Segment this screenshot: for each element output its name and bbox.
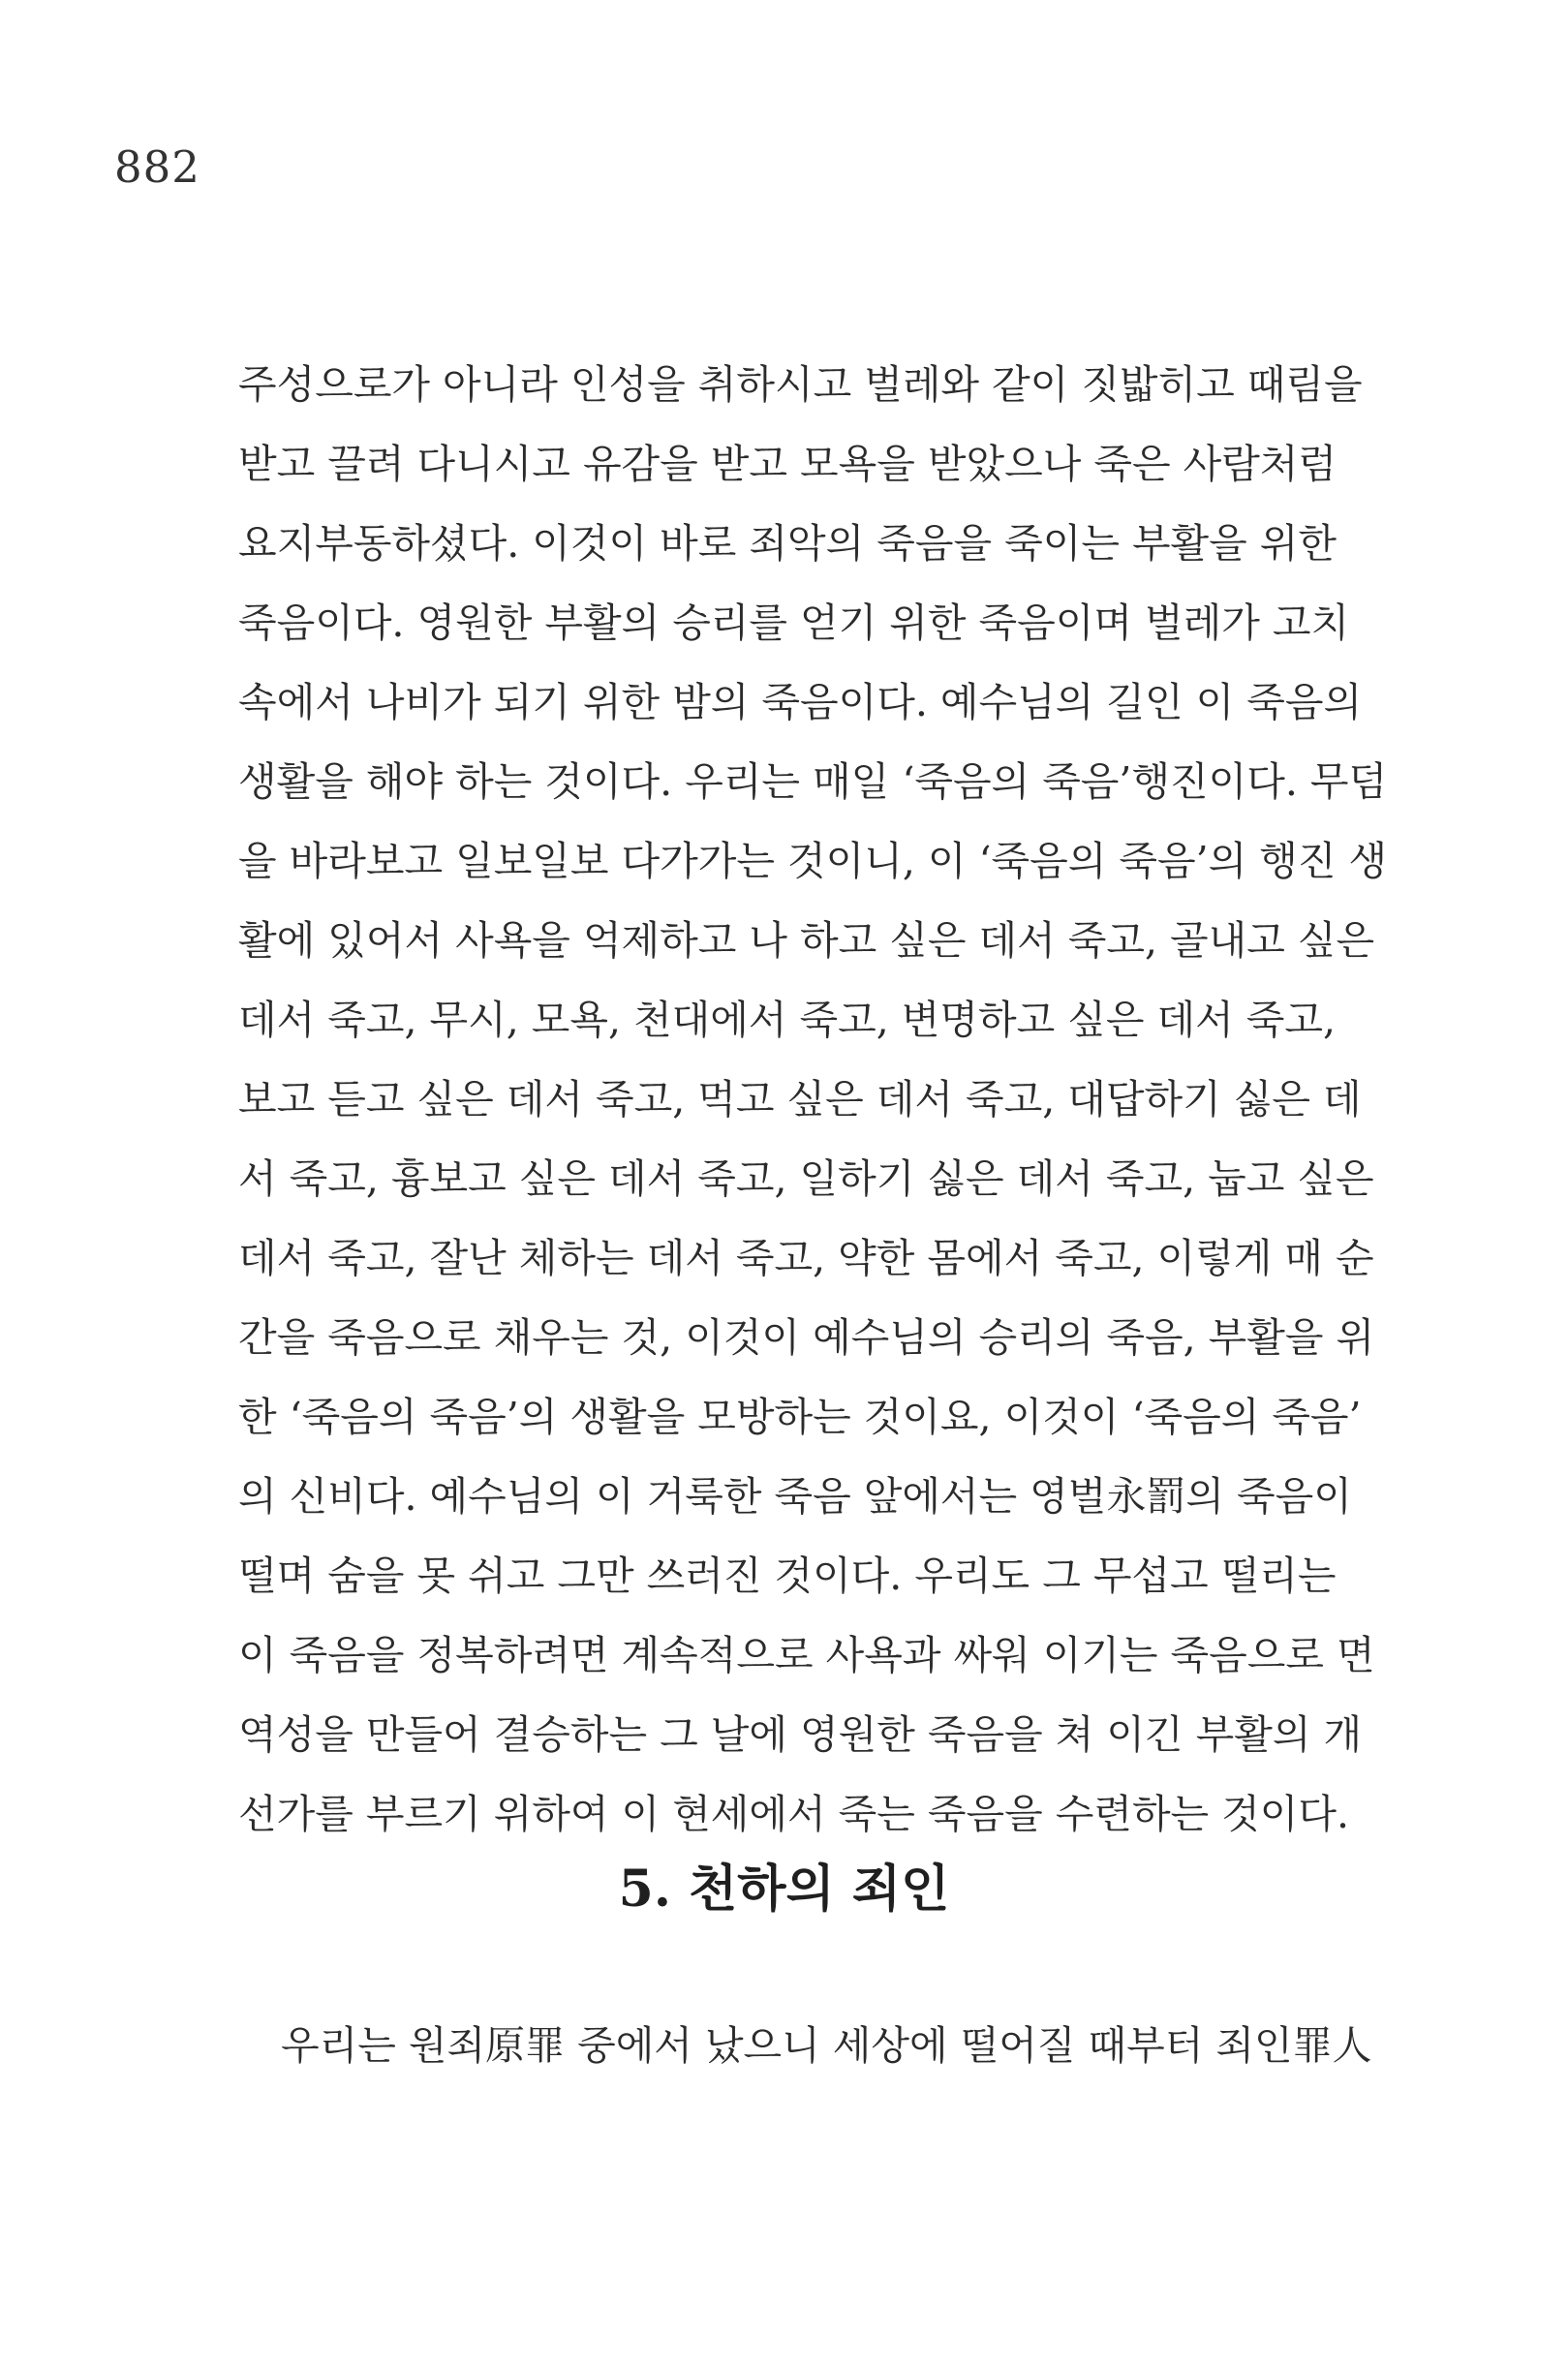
section-paragraph [238, 2006, 1372, 2085]
text-line: 의 신비다. 예수님의 이 거룩한 죽음 앞에서는 영벌永罰의 죽음이 [238, 1473, 1352, 1520]
text-line: 생활을 해야 하는 것이다. 우리는 매일 ‘죽음의 죽음’행진이다. 무덤 [238, 758, 1388, 805]
text-line: 한 ‘죽음의 죽음’의 생활을 모방하는 것이요, 이것이 ‘죽음의 죽음’ [238, 1394, 1362, 1440]
body-paragraph [238, 345, 1388, 1854]
text-line: 주성으로가 아니라 인성을 취하시고 벌레와 같이 짓밟히고 때림을 [238, 361, 1363, 408]
text-line: 선가를 부르기 위하여 이 현세에서 죽는 죽음을 수련하는 것이다. [238, 1791, 1350, 1837]
text-line: 데서 죽고, 무시, 모욕, 천대에서 죽고, 변명하고 싶은 데서 죽고, [238, 997, 1336, 1043]
text-line: 요지부동하셨다. 이것이 바로 죄악의 죽음을 죽이는 부활을 위한 [238, 520, 1337, 567]
text-line: 죽음이다. 영원한 부활의 승리를 얻기 위한 죽음이며 벌레가 고치 [238, 600, 1350, 646]
text-line: 을 바라보고 일보일보 다가가는 것이니, 이 ‘죽음의 죽음’의 행진 생 [238, 838, 1388, 884]
text-line: 데서 죽고, 잘난 체하는 데서 죽고, 약한 몸에서 죽고, 이렇게 매 순 [238, 1235, 1374, 1281]
page-number: 882 [114, 141, 200, 193]
text-line: 간을 죽음으로 채우는 것, 이것이 예수님의 승리의 죽음, 부활을 위 [238, 1314, 1375, 1361]
text-line: 서 죽고, 흉보고 싶은 데서 죽고, 일하기 싫은 데서 죽고, 눕고 싶은 [238, 1155, 1374, 1202]
text-line: 받고 끌려 다니시고 유감을 받고 모욕을 받았으나 죽은 사람처럼 [238, 441, 1337, 487]
text-line: 떨며 숨을 못 쉬고 그만 쓰러진 것이다. 우리도 그 무섭고 떨리는 [238, 1553, 1337, 1599]
section-heading: 5. 천하의 죄인 [618, 1860, 950, 1919]
text-line: 이 죽음을 정복하려면 계속적으로 사욕과 싸워 이기는 죽음으로 면 [238, 1632, 1375, 1678]
text-line: 우리는 원죄原罪 중에서 났으니 세상에 떨어질 때부터 죄인罪人 [281, 2022, 1372, 2069]
text-line: 역성을 만들어 결승하는 그 날에 영원한 죽음을 쳐 이긴 부활의 개 [238, 1711, 1363, 1758]
text-line: 보고 듣고 싶은 데서 죽고, 먹고 싶은 데서 죽고, 대답하기 싫은 데 [238, 1076, 1362, 1122]
text-line: 속에서 나비가 되기 위한 밤의 죽음이다. 예수님의 길인 이 죽음의 [238, 679, 1363, 725]
text-line: 활에 있어서 사욕을 억제하고 나 하고 싶은 데서 죽고, 골내고 싶은 [238, 917, 1375, 964]
